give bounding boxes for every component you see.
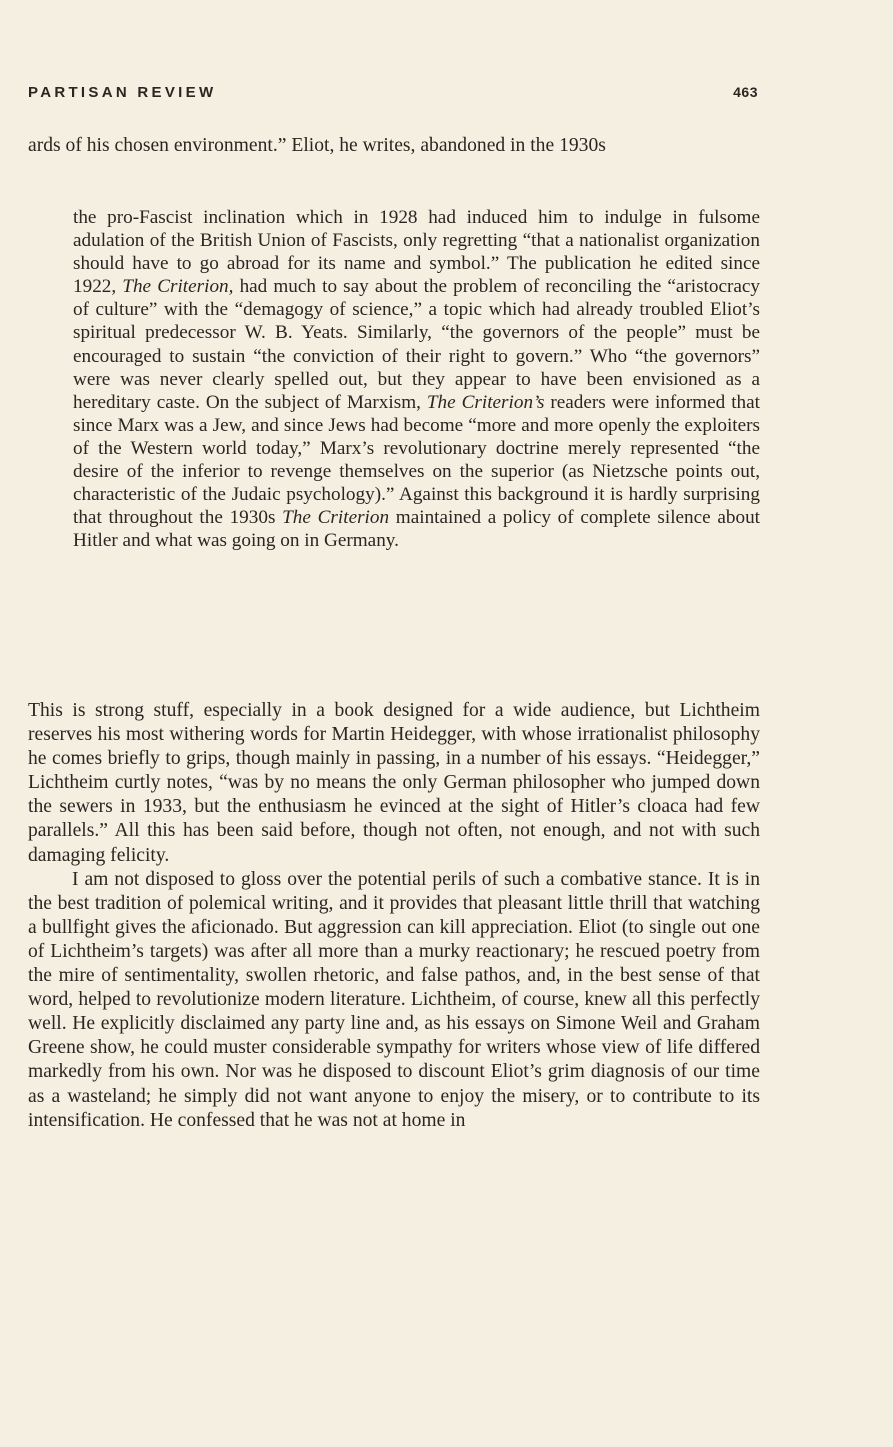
quote-text <box>73 206 760 552</box>
quote-part-3: readers were informed that since Marx was a Jew, and since Jews had become “more and more openly the exploiters of the Western world today,” Marx’s revolutionary doctrine merely represented “the desire of the inferior to revenge themselves on the superior (as Nietzsche points out, characteristic of the Judaic psychology).” Against this background it is hardly surprising that throughout the 1930s <box>73 391 760 529</box>
intro-text: ards of his chosen environment.” Eliot, he writes, abandoned in the 1930s <box>28 135 606 156</box>
quote-title-2: The Criterion’s <box>426 391 545 413</box>
quote-part-4: maintained a policy of complete silence about Hitler and what was going on in Germany. <box>73 507 761 552</box>
page-number: 463 <box>733 84 758 100</box>
intro-paragraph <box>28 134 760 158</box>
main-text <box>28 699 760 1133</box>
quote-part-1: the pro-Fascist inclination which in 1928 had induced him to indulge in fulsome adulation of the British Union of Fascists, only regretting “that a nationalist organization should have to go abroad for its name and symbol.” The publication he edited since 1922, <box>73 207 760 298</box>
paragraph: This is strong stuff, especially in a book designed for a wide audience, but Lichtheim reserves his most withering words for Martin Heidegger, with whose irrationalist philosophy he comes briefly to grips, though mainly in passing, in a number of his essays. “Heidegger,” Lichtheim curtly notes, “was by no means the only German philosopher who jumped down the sewers in 1933, but the enthusiasm he evinced at the sight of Hitler’s cloaca had few parallels.” All this has been said before, though not often, not enough, and not with such damaging felicity. <box>28 700 760 866</box>
quote-title-1: The Criterion, <box>122 276 234 298</box>
block-quote <box>73 206 760 552</box>
journal-title: PARTISAN REVIEW <box>28 84 217 101</box>
running-header <box>28 84 758 101</box>
paragraph: I am not disposed to gloss over the potential perils of such a combative stance. It is in the best tradition of polemical writing, and it provides that pleasant little thrill that watching a bullfight gives the aficionado. But aggression can kill appreciation. Eliot (to single out one of Lichtheim’s targets) was after all more than a murky reactionary; he rescued poetry from the mire of sentimentality, swollen rhetoric, and false pathos, and, in the best sense of that word, helped to revolutionize modern literature. Lichtheim, of course, knew all this perfectly well. He explicitly disclaimed any party line and, as his essays on Simone Weil and Graham Greene show, he could muster considerable sympathy for writers whose view of life differed markedly from his own. Nor was he disposed to discount Eliot’s grim diagnosis of our time as a wasteland; he simply did not want anyone to enjoy the misery, or to contribute to its intensification. He confessed that he was not at home in <box>28 868 760 1131</box>
quote-part-2: had much to say about the problem of reconciling the “aristocracy of culture” with the “demagogy of science,” a topic which had already troubled Eliot’s spiritual predecessor W. B. Yeats. Similarly, “the governors of the people” must be encouraged to sustain “the conviction of their right to govern.” Who “the governors” were was never clearly spelled out, but they appear to have been envisioned as a hereditary caste. On the subject of Marxism, <box>73 276 761 413</box>
quote-title-3: The Criterion <box>282 507 390 529</box>
